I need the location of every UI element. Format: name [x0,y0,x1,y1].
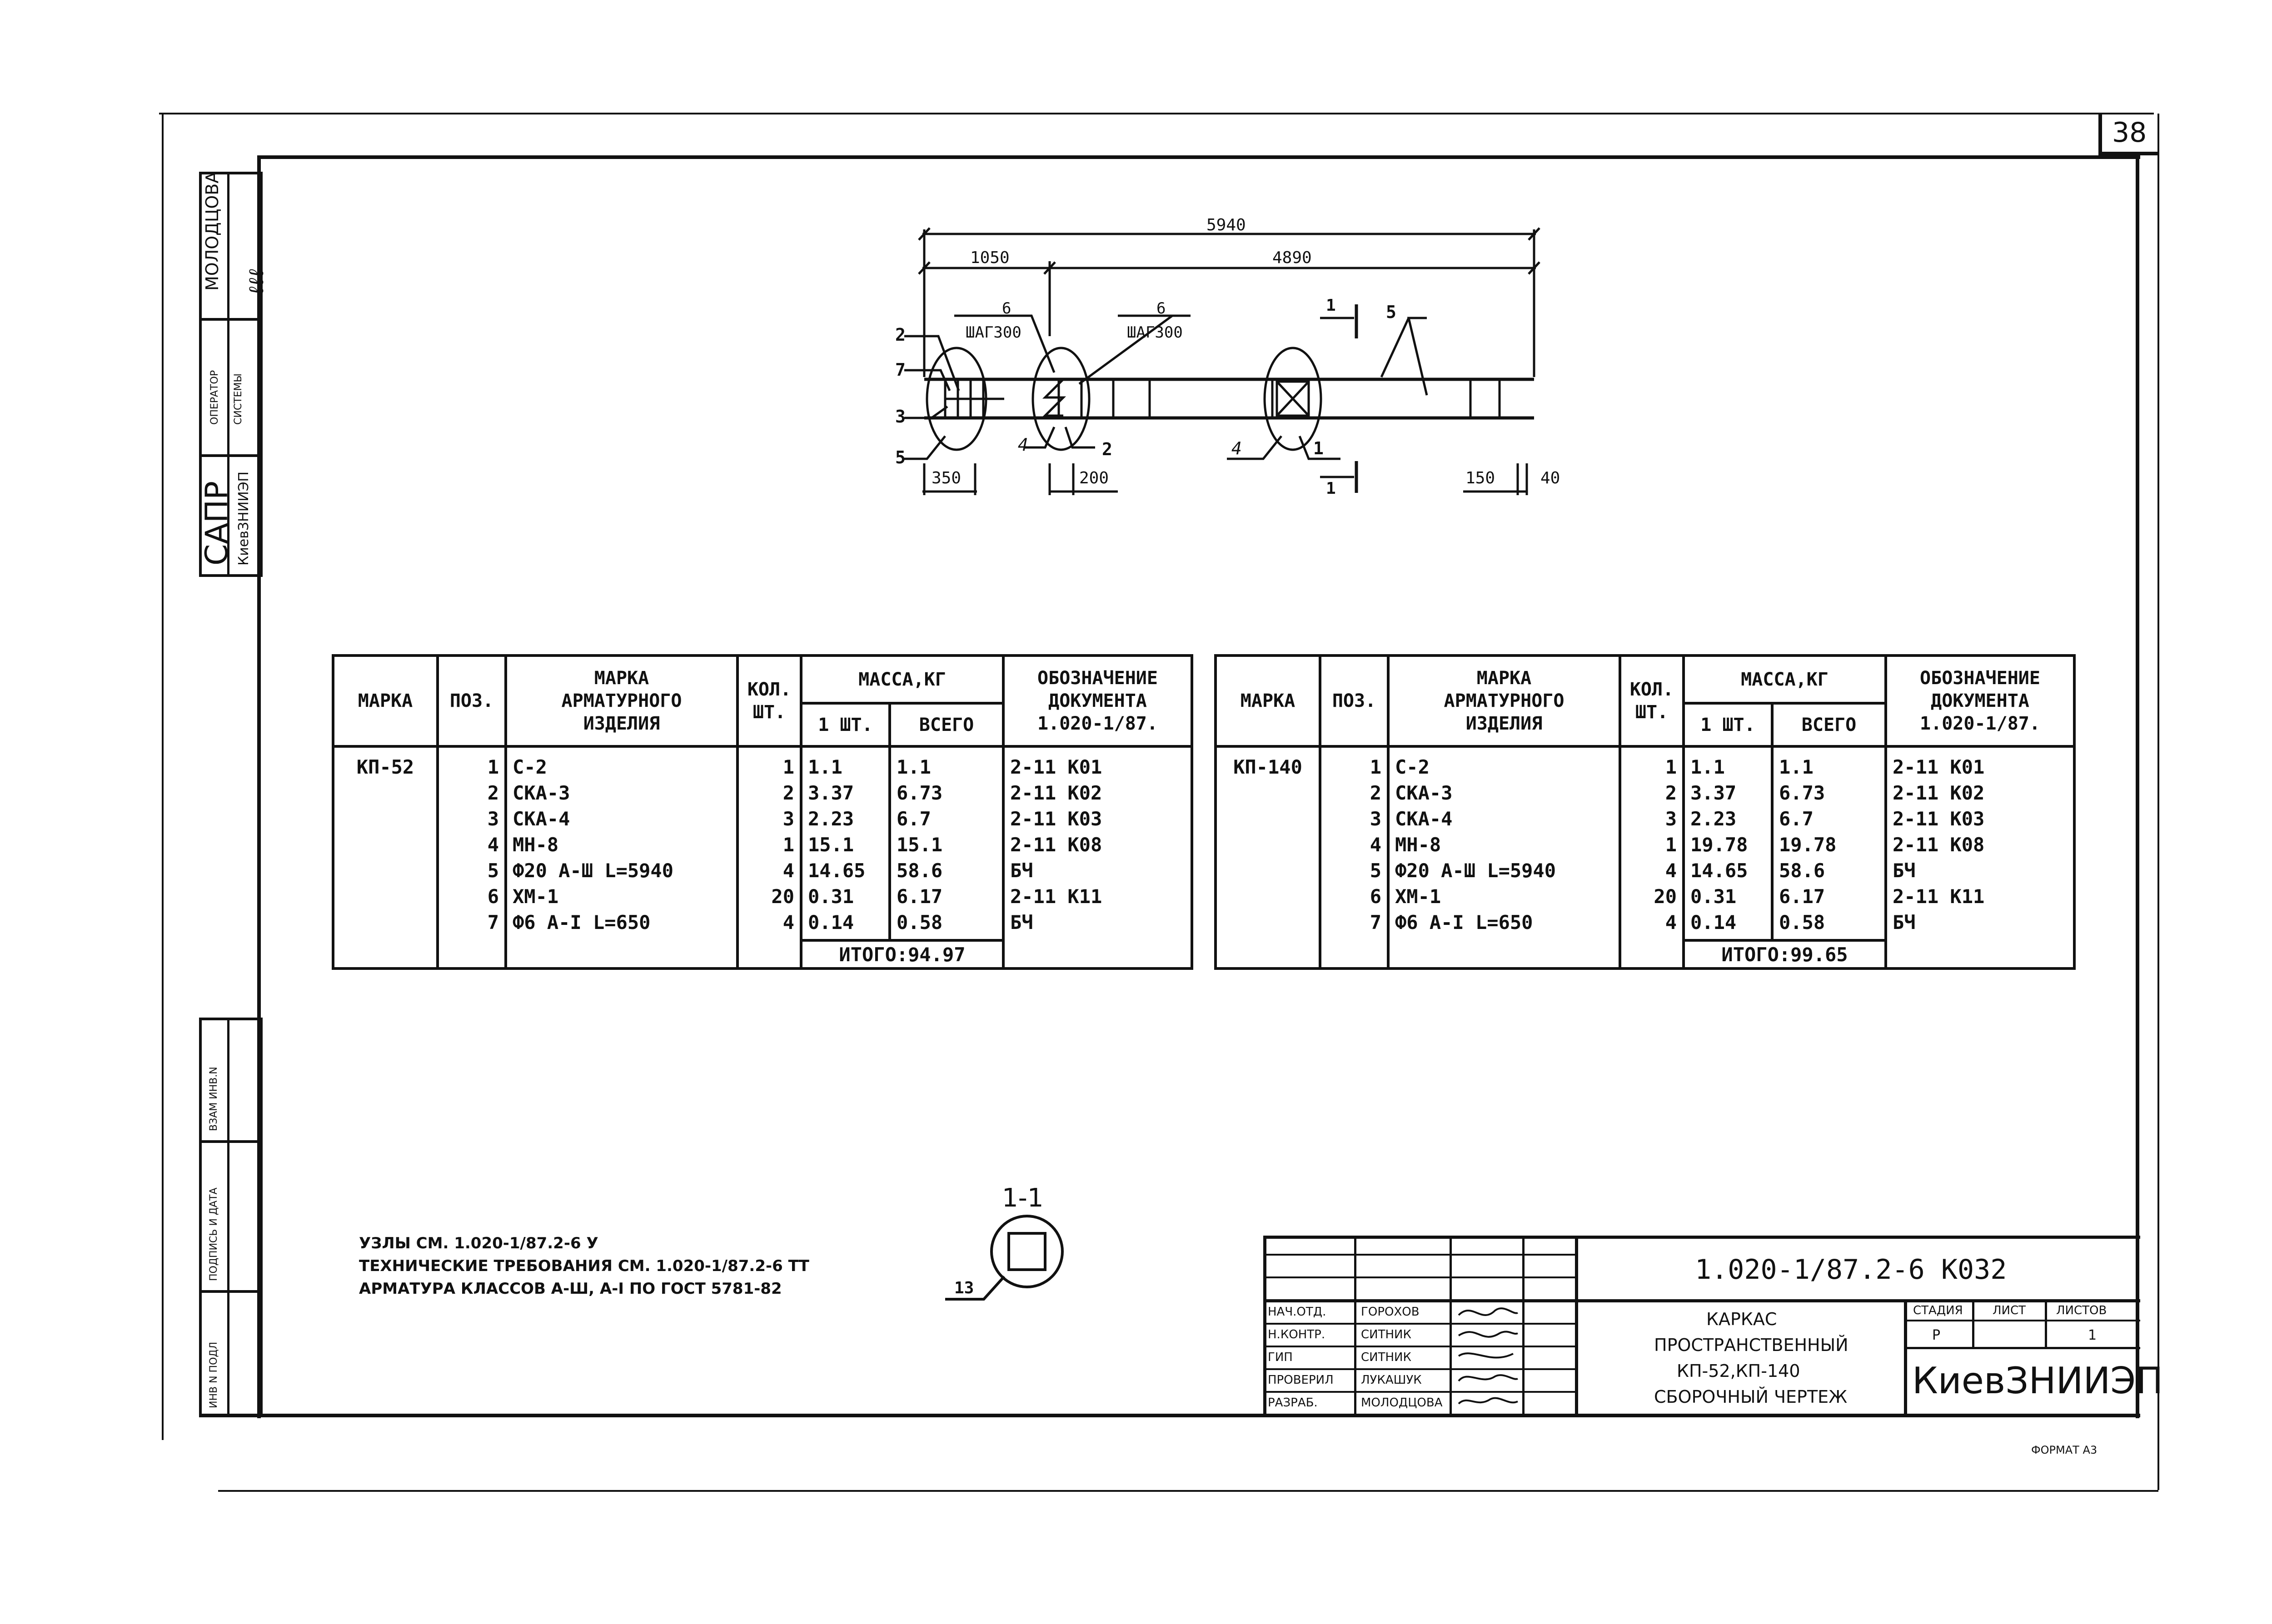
cell-one: 1.1 3.37 2.23 15.1 14.65 0.31 0.14 [801,746,890,940]
dim-total: 5940 [1206,216,1246,234]
dim-right: 4890 [1272,248,1312,267]
tb-title-3: КП-52,КП-140 [1677,1361,1800,1381]
tb-sheets: 1 [2088,1327,2097,1343]
note-nodes: УЗЛЫ СМ. 1.020-1/87.2-6 У [359,1234,598,1252]
left-strip-b-div-1 [199,1140,263,1143]
tb-h-4 [1263,1323,1577,1325]
tb-stage: Р [1932,1327,1941,1343]
tb-name-4: МОЛОДЦОВА [1361,1396,1443,1410]
step-label-2: 6 [1156,299,1166,318]
th-marka: МАРКА [333,656,438,746]
th-total: ВСЕГО [1772,703,1886,746]
section-callout: 13 [954,1279,974,1297]
th-mass: МАССА,КГ [801,656,1003,703]
section-title: 1-1 [1002,1183,1044,1213]
tb-v-2 [1450,1236,1452,1417]
tb-sheets-label: ЛИСТОВ [2056,1304,2107,1317]
callout-2a: 2 [895,325,906,345]
left-strip-vzam: ВЗАМ ИНВ.N [208,1067,219,1131]
signature-author: ℓℓℓ [244,269,268,295]
frame-drawing [0,0,2272,522]
section-mark-top: 1 [1326,296,1336,315]
tb-v-stage-2 [2045,1299,2047,1347]
callout-1a: 1 [1313,438,1324,458]
section-mark-bottom: 1 [1326,479,1336,498]
left-strip-operator: ОПЕРАТОР [209,370,220,425]
left-strip-b-div-v [227,1018,229,1417]
th-doc: ОБОЗНАЧЕНИЕ ДОКУМЕНТА 1.020-1/87. [1003,656,1192,746]
cell-sum: ИТОГО:99.65 [1684,940,1886,968]
tb-h-5 [1263,1346,1577,1347]
cell-total: 1.1 6.73 6.7 15.1 58.6 6.17 0.58 [890,746,1003,940]
cell-one: 1.1 3.37 2.23 19.78 14.65 0.31 0.14 [1684,746,1772,940]
tb-v-stage [1904,1299,1907,1417]
left-strip-podl: ИНВ N ПОДЛ [208,1341,219,1408]
note-requirements: ТЕХНИЧЕСКИЕ ТРЕБОВАНИЯ СМ. 1.020-1/87.2-6 ТТ [359,1257,809,1275]
th-total: ВСЕГО [890,703,1003,746]
sheet-number: 38 [2112,117,2147,149]
tb-name-0: ГОРОХОВ [1361,1305,1420,1319]
tb-stage-label: СТАДИЯ [1913,1304,1963,1317]
tb-h-2 [1263,1276,1577,1278]
tb-h-1 [1263,1254,1577,1256]
left-strip-org: КиевЗНИИЭП [236,471,252,566]
tb-h-3 [1263,1299,1577,1302]
left-strip-sapr: САПР [199,481,235,566]
note-reinforcement: АРМАТУРА КЛАССОВ А-Ш, А-I ПО ГОСТ 5781-82 [359,1280,782,1298]
tb-v-1 [1354,1236,1356,1417]
sheet-format: ФОРМАТ А3 [2031,1444,2098,1456]
tb-name-1: СИТНИК [1361,1328,1411,1341]
step-text-1: ШАГ300 [966,323,1021,342]
tb-h-stage [1904,1347,2140,1349]
dim-150: 150 [1465,469,1495,487]
dim-200: 200 [1079,469,1109,487]
cell-marka: КП-52 [333,746,438,968]
tb-role-2: ГИП [1268,1351,1293,1364]
callout-3: 3 [895,407,906,427]
th-qty: КОЛ. ШТ. [737,656,801,746]
frame-bottom-outer [218,1490,2158,1492]
tb-code: 1.020-1/87.2-6 К032 [1695,1254,2007,1286]
cell-total: 1.1 6.73 6.7 19.78 58.6 6.17 0.58 [1772,746,1886,940]
cell-poz: 1 2 3 4 5 6 7 [1320,746,1388,968]
left-strip-b-div-2 [199,1290,263,1293]
dim-40: 40 [1540,469,1560,487]
tb-title-1: КАРКАС [1706,1309,1777,1329]
spec-table-kp140 [1214,654,2076,970]
cell-item: С-2 СКА-3 СКА-4 МН-8 Ф20 А-Ш L=5940 ХМ-1 Ф6 А-I L=650 [506,746,737,968]
tb-h-code [1577,1299,2140,1302]
cell-item: С-2 СКА-3 СКА-4 МН-8 Ф20 А-Ш L=5940 ХМ-1 Ф6 А-I L=650 [1388,746,1620,968]
tb-v-main [1575,1236,1578,1417]
dim-left: 1050 [970,248,1010,267]
cell-sum: ИТОГО:94.97 [801,940,1003,968]
th-poz: ПОЗ. [438,656,506,746]
th-item: МАРКА АРМАТУРНОГО ИЗДЕЛИЯ [506,656,737,746]
th-qty: КОЛ. ШТ. [1620,656,1684,746]
step-label-1: 6 [1002,299,1011,318]
callout-5b: 5 [1386,302,1396,322]
callout-4b: 4 [1231,438,1242,458]
left-strip-podpis: ПОДПИСЬ И ДАТА [208,1187,219,1281]
tb-h-stage-top [1904,1320,2140,1321]
th-poz: ПОЗ. [1320,656,1388,746]
tb-title-4: СБОРОЧНЫЙ ЧЕРТЕЖ [1654,1387,1848,1407]
tb-role-1: Н.КОНТР. [1268,1328,1325,1341]
tb-signatures [1454,1301,1522,1415]
tb-role-4: РАЗРАБ. [1268,1396,1318,1410]
cell-qty: 1 2 3 1 4 20 4 [737,746,801,968]
tb-h-7 [1263,1391,1577,1393]
left-strip-author: МОЛОДЦОВА [202,171,222,291]
th-marka: МАРКА [1216,656,1320,746]
tb-v-3 [1522,1236,1525,1417]
tb-sheet-label: ЛИСТ [1993,1304,2026,1317]
cell-poz: 1 2 3 4 5 6 7 [438,746,506,968]
th-item: МАРКА АРМАТУРНОГО ИЗДЕЛИЯ [1388,656,1620,746]
cell-marka: КП-140 [1216,746,1320,968]
tb-role-0: НАЧ.ОТД. [1268,1305,1326,1319]
th-mass: МАССА,КГ [1684,656,1886,703]
tb-org: КиевЗНИИЭП [1912,1360,2163,1402]
th-one: 1 ШТ. [1684,703,1772,746]
callout-5a: 5 [895,447,906,467]
tb-title-2: ПРОСТРАНСТВЕННЫЙ [1654,1335,1848,1355]
left-strip-system: СИСТЕМЫ [233,373,244,425]
cell-doc: 2-11 К01 2-11 К02 2-11 К03 2-11 К08 БЧ 2-11 К11 БЧ [1886,746,2074,968]
spec-table-kp52 [332,654,1193,970]
cell-qty: 1 2 3 1 4 20 4 [1620,746,1684,968]
callout-4a: 4 [1018,435,1028,455]
th-doc: ОБОЗНАЧЕНИЕ ДОКУМЕНТА 1.020-1/87. [1886,656,2074,746]
callout-7: 7 [895,360,906,380]
th-one: 1 ШТ. [801,703,890,746]
tb-v-stage-1 [1972,1299,1974,1347]
tb-name-3: ЛУКАШУК [1361,1373,1422,1387]
tb-h-6 [1263,1368,1577,1370]
dim-350: 350 [932,469,962,487]
cell-doc: 2-11 К01 2-11 К02 2-11 К03 2-11 К08 БЧ 2-11 К11 БЧ [1003,746,1192,968]
step-text-2: ШАГ300 [1127,323,1183,342]
tb-name-2: СИТНИК [1361,1351,1411,1364]
callout-2b: 2 [1102,439,1112,459]
tb-role-3: ПРОВЕРИЛ [1268,1373,1334,1387]
